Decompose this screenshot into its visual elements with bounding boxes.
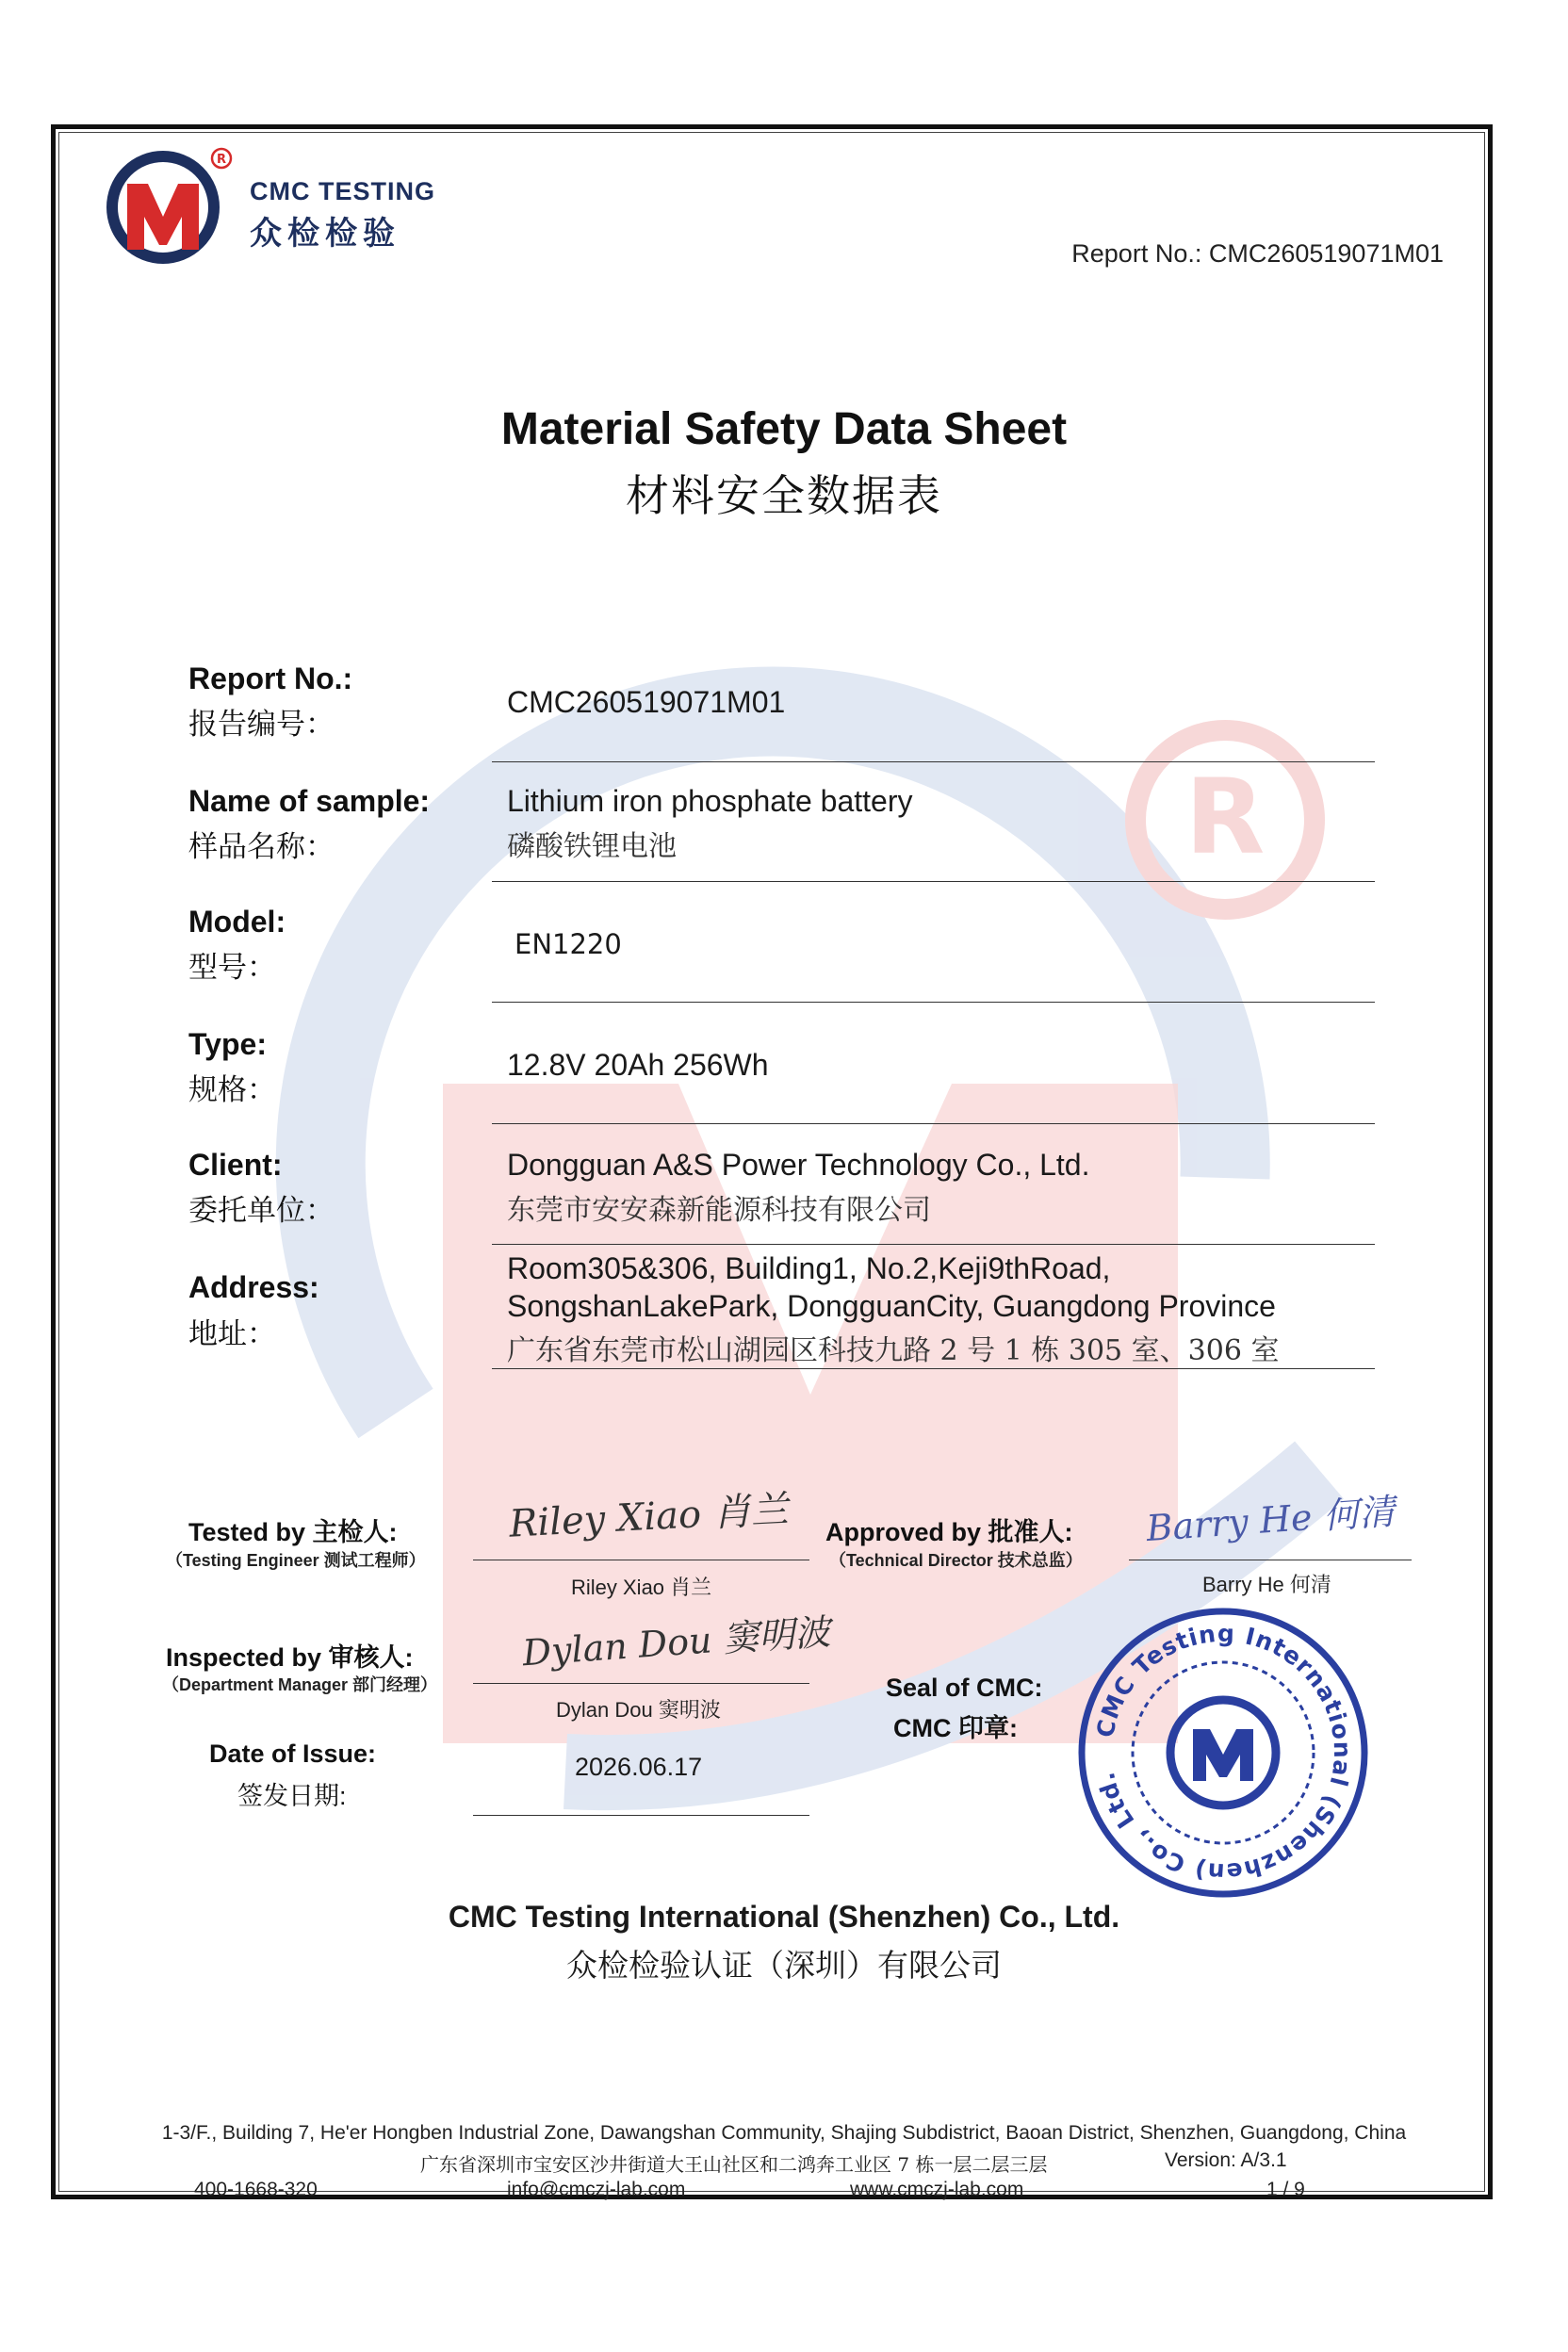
field-value: Lithium iron phosphate battery xyxy=(507,784,913,818)
footer-email-link[interactable]: info@cmczj-lab.com xyxy=(507,2179,686,2200)
field-value: Dongguan A&S Power Technology Co., Ltd. xyxy=(507,1148,1090,1182)
field-label-en: Type: xyxy=(188,1027,267,1061)
date-of-issue-value: 2026.06.17 xyxy=(575,1753,703,1781)
date-of-issue-label-en: Date of Issue: xyxy=(209,1740,377,1768)
field-value: CMC260519071M01 xyxy=(507,685,786,719)
cmc-logo-icon xyxy=(99,141,240,273)
footer-version: Version: A/3.1 xyxy=(1165,2149,1287,2171)
approved-by-signature: Barry He 何清 xyxy=(1145,1490,1396,1550)
field-underline xyxy=(492,1368,1375,1369)
seal-label-zh: CMC 印章: xyxy=(893,1714,1018,1742)
inspected-by-underline xyxy=(473,1683,809,1684)
tested-by-label: Tested by 主检人: xyxy=(188,1518,398,1546)
footer-address-en: 1-3/F., Building 7, He'er Hongben Industrial Zone, Dawangshan Community, Shajing Subdistrict, Baoan District, Shenzhen, Guangdong, China xyxy=(161,2122,1407,2144)
document-title-zh: 材料安全数据表 xyxy=(626,471,942,520)
approved-by-name: Barry He 何清 xyxy=(1202,1573,1331,1596)
svg-text:R: R xyxy=(216,153,227,167)
address-line-2: SongshanLakePark, DongguanCity, Guangdong Province xyxy=(507,1289,1276,1323)
header-report-number: Report No.: CMC260519071M01 xyxy=(1071,239,1444,268)
svg-text:R: R xyxy=(1184,757,1266,877)
field-underline xyxy=(492,881,1375,882)
footer-phone: 400-1668-320 xyxy=(194,2179,318,2200)
field-underline xyxy=(492,1123,1375,1124)
approved-by-label: Approved by 批准人: xyxy=(825,1518,1073,1546)
tested-by-role: （Testing Engineer 测试工程师） xyxy=(166,1551,426,1570)
field-value: EN1220 xyxy=(514,928,622,960)
tested-by-name: Riley Xiao 肖兰 xyxy=(571,1576,712,1599)
field-value-zh: 磷酸铁锂电池 xyxy=(507,830,677,863)
field-label-en: Model: xyxy=(188,905,286,939)
company-name-zh: 众检检验认证（深圳）有限公司 xyxy=(566,1948,1002,1983)
field-label-en: Client: xyxy=(188,1148,283,1182)
field-label-zh: 地址： xyxy=(188,1317,276,1350)
field-value-zh: 东莞市安安森新能源科技有限公司 xyxy=(507,1194,931,1227)
document-title-en: Material Safety Data Sheet xyxy=(500,404,1068,454)
field-label-en: Report No.: xyxy=(188,662,353,695)
field-label-zh: 委托单位： xyxy=(188,1194,335,1227)
inspected-by-role: （Department Manager 部门经理） xyxy=(162,1675,438,1694)
field-label-zh: 型号： xyxy=(188,951,276,984)
footer-website-link[interactable]: www.cmczj-lab.com xyxy=(850,2179,1024,2200)
footer-address-zh: 广东省深圳市宝安区沙井街道大王山社区和二鸿奔工业区 7 栋一层二层三层 xyxy=(420,2153,1048,2176)
seal-ring-text: CMC Testing International (Shenzhen) Co., Ltd. xyxy=(1091,1619,1357,1886)
address-line-3: 广东省东莞市松山湖园区科技九路 2 号 1 栋 305 室、306 室 xyxy=(507,1334,1280,1367)
inspected-by-signature: Dylan Dou 窦明波 xyxy=(521,1610,832,1674)
field-underline xyxy=(492,761,1375,762)
seal-label-en: Seal of CMC: xyxy=(886,1674,1043,1702)
tested-by-signature: Riley Xiao 肖兰 xyxy=(508,1488,790,1546)
company-name-en: CMC Testing International (Shenzhen) Co., Ltd. xyxy=(448,1900,1120,1934)
field-label-en: Address: xyxy=(188,1270,319,1304)
inspected-by-label: Inspected by 审核人: xyxy=(166,1643,414,1672)
footer-page-number: 1 / 9 xyxy=(1266,2179,1305,2200)
address-line-1: Room305&306, Building1, No.2,Keji9thRoad, xyxy=(507,1251,1111,1285)
date-of-issue-underline xyxy=(473,1815,809,1816)
inspected-by-name: Dylan Dou 窦明波 xyxy=(556,1698,721,1722)
field-label-en: Name of sample: xyxy=(188,784,431,818)
date-of-issue-label-zh: 签发日期: xyxy=(237,1782,347,1810)
field-underline xyxy=(492,1244,1375,1245)
field-label-zh: 报告编号： xyxy=(188,708,335,741)
field-label-zh: 规格： xyxy=(188,1073,276,1106)
approved-by-role: （Technical Director 技术总监） xyxy=(829,1551,1083,1570)
brand-name-zh: 众检检验 xyxy=(250,216,400,252)
brand-name-en: CMC TESTING xyxy=(250,177,435,205)
field-underline xyxy=(492,1002,1375,1003)
field-value: 12.8V 20Ah 256Wh xyxy=(507,1048,769,1082)
cmc-seal-stamp xyxy=(1072,1602,1374,1903)
svg-text:CMC Testing International (She xyxy=(1091,1620,1356,1886)
field-label-zh: 样品名称： xyxy=(188,830,335,863)
